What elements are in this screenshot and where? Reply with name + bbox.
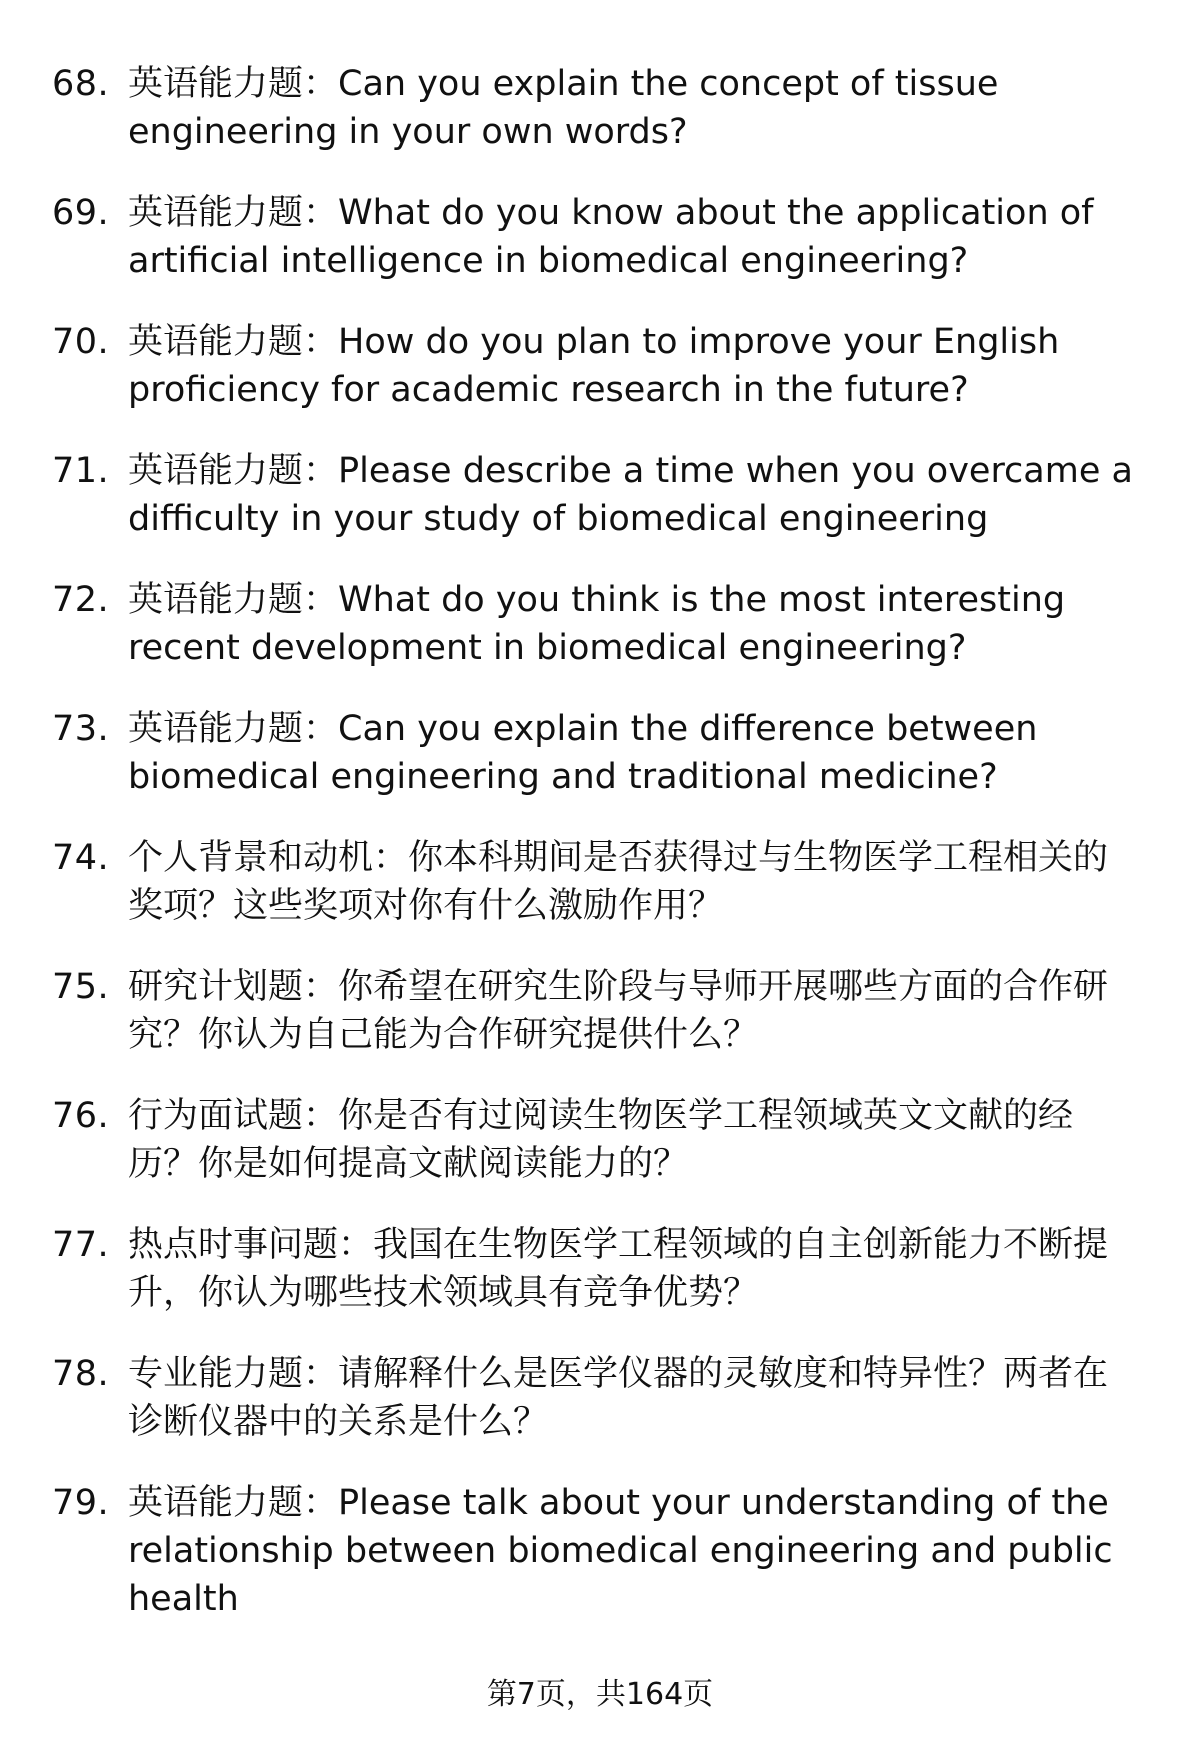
list-item <box>52 1479 1142 1623</box>
question-text: 英语能力题：Can you explain the difference between biomedical engineering and traditional medicine? <box>128 709 1038 797</box>
question-list <box>52 60 1142 1656</box>
question-number: 68. <box>52 64 110 104</box>
list-item <box>52 834 1142 930</box>
question-number: 78. <box>52 1354 110 1394</box>
list-item <box>52 189 1142 285</box>
list-item <box>52 60 1142 156</box>
page-number-label: 第7页，共164页 <box>486 1677 714 1712</box>
list-item <box>52 1350 1142 1446</box>
question-text: 行为面试题：你是否有过阅读生物医学工程领域英文文献的经历？你是如何提高文献阅读能力的？ <box>128 1096 1074 1184</box>
question-number: 69. <box>52 193 110 233</box>
question-text: 英语能力题：How do you plan to improve your English proficiency for academic research in the future? <box>128 322 1060 410</box>
list-item <box>52 963 1142 1059</box>
list-item <box>52 1092 1142 1188</box>
question-number: 74. <box>52 838 110 878</box>
list-item <box>52 447 1142 543</box>
question-number: 75. <box>52 967 110 1007</box>
question-number: 79. <box>52 1483 110 1523</box>
question-number: 70. <box>52 322 110 362</box>
question-text: 英语能力题：What do you think is the most interesting recent development in biomedical engineering? <box>128 580 1066 668</box>
list-item <box>52 576 1142 672</box>
question-number: 72. <box>52 580 110 620</box>
question-text: 专业能力题：请解释什么是医学仪器的灵敏度和特异性？两者在诊断仪器中的关系是什么？ <box>128 1354 1109 1442</box>
list-item <box>52 1221 1142 1317</box>
question-number: 73. <box>52 709 110 749</box>
page-footer <box>0 1675 1200 1715</box>
question-number: 76. <box>52 1096 110 1136</box>
list-item <box>52 318 1142 414</box>
question-text: 英语能力题：Please talk about your understanding of the relationship between biomedical engineering and public health <box>128 1483 1113 1619</box>
list-item <box>52 705 1142 801</box>
question-text: 英语能力题：Can you explain the concept of tissue engineering in your own words? <box>128 64 999 152</box>
question-number: 71. <box>52 451 110 491</box>
question-text: 英语能力题：Please describe a time when you overcame a difficulty in your study of biomedical engineering <box>128 451 1133 539</box>
question-text: 热点时事问题：我国在生物医学工程领域的自主创新能力不断提升，你认为哪些技术领域具有竞争优势？ <box>128 1225 1109 1313</box>
question-text: 英语能力题：What do you know about the application of artificial intelligence in biomedical engineering? <box>128 193 1094 281</box>
question-text: 个人背景和动机：你本科期间是否获得过与生物医学工程相关的奖项？这些奖项对你有什么激励作用？ <box>128 838 1109 926</box>
question-text: 研究计划题：你希望在研究生阶段与导师开展哪些方面的合作研究？你认为自己能为合作研究提供什么？ <box>128 967 1109 1055</box>
question-number: 77. <box>52 1225 110 1265</box>
